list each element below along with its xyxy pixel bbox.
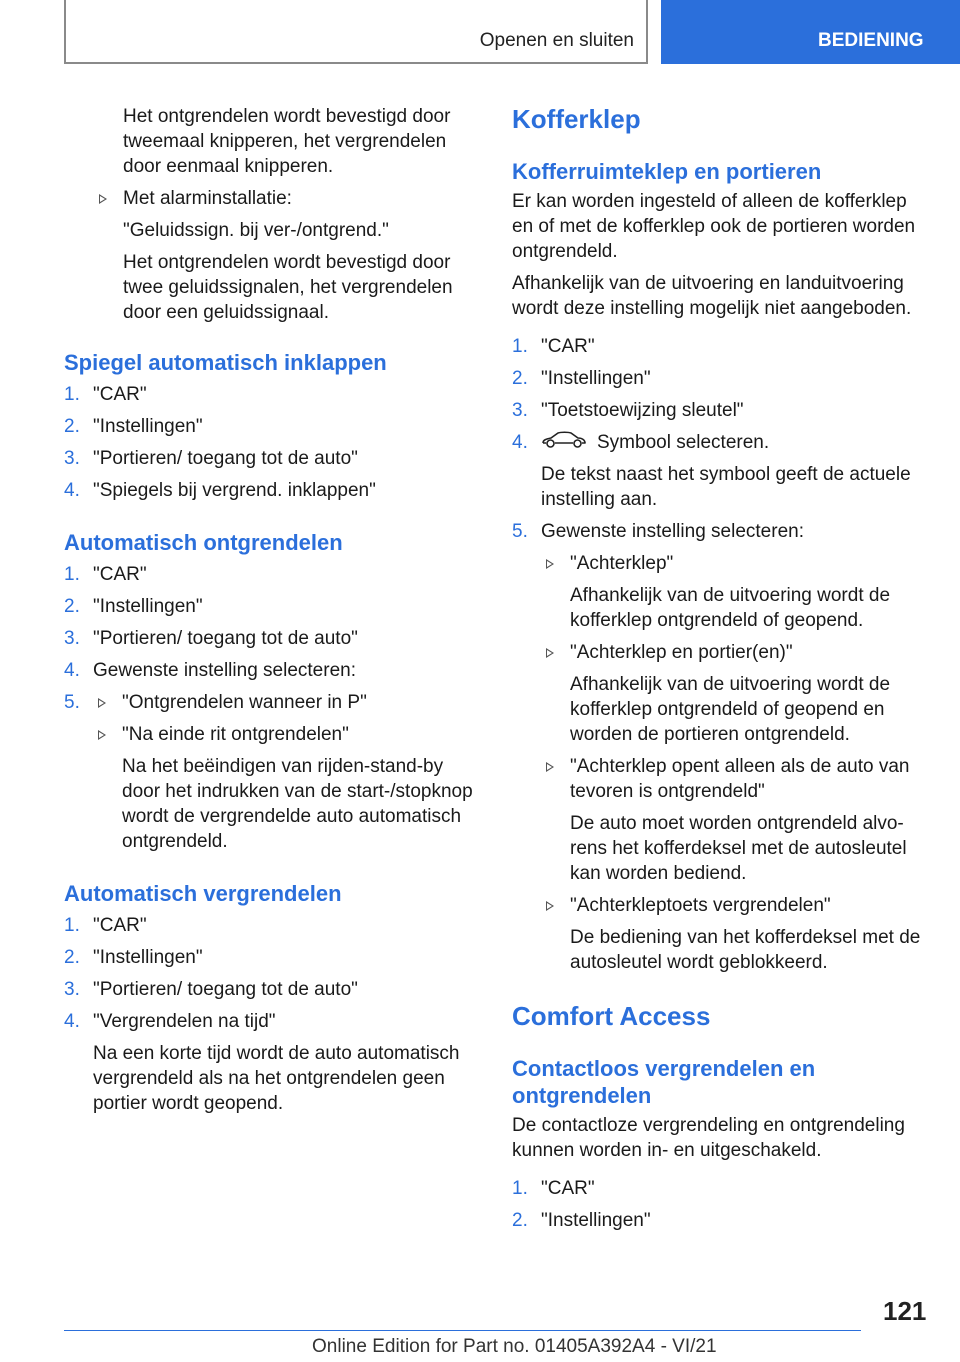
paragraph: Er kan worden ingesteld of alleen de kofferklep en of met de kofferklep ook de portieren worden ontgrendeld. xyxy=(512,191,916,262)
list-item xyxy=(541,754,932,886)
section-heading: Contactloos vergrendelen en ontgrendelen xyxy=(512,1056,816,1109)
step-number: 4. xyxy=(512,432,528,453)
car-icon xyxy=(541,430,587,455)
list-item xyxy=(64,382,484,407)
section-heading: Automatisch ontgrendelen xyxy=(64,530,343,555)
triangle-bullet-icon xyxy=(546,901,554,911)
paragraph: Het ontgrendelen wordt bevestigd door tweemaal knipperen, het vergrendelen door eenmaal knipperen. xyxy=(123,106,451,177)
step-number: 3. xyxy=(64,628,80,649)
list-item-text: "Spiegels bij vergrend. inklappen" xyxy=(93,480,376,501)
numbered-list xyxy=(64,913,484,1116)
list-item-text: "CAR" xyxy=(93,384,147,405)
step-number: 5. xyxy=(512,521,528,543)
list-item-text: "Vergrendelen na tijd" xyxy=(93,1011,276,1032)
list-item-text: "Portieren/ toegang tot de auto" xyxy=(93,448,358,469)
step-number: 2. xyxy=(64,947,80,968)
list-item xyxy=(64,414,484,439)
list-item xyxy=(512,334,932,359)
list-item-text: Met alarminstallatie: xyxy=(123,188,292,209)
list-item-text: "Achterklep en portier(en)" xyxy=(570,642,793,664)
paragraph: Afhankelijk van de uitvoering en landuitvoering wordt deze instelling mogelijk niet aangeboden. xyxy=(512,273,912,319)
paragraph: De auto moet worden ontgrendeld alvo-rens het kofferdeksel met de autosleutel kan worden bediend. xyxy=(570,813,907,885)
section-heading: Automatisch vergrendelen xyxy=(64,881,342,906)
list-item-text: Gewenste instelling selecteren: xyxy=(541,521,804,543)
step-number: 1. xyxy=(64,564,80,585)
list-item xyxy=(64,945,484,970)
list-item xyxy=(64,658,484,683)
bullet-list xyxy=(64,186,484,325)
list-item xyxy=(64,913,484,938)
numbered-list xyxy=(64,562,484,854)
paragraph: Na een korte tijd wordt de auto automatisch vergrendeld als na het ontgrendelen geen portier wordt geopend. xyxy=(93,1043,460,1114)
chapter-tab[interactable] xyxy=(661,0,960,64)
paragraph: Na het beëindigen van rijden-stand-by door het indrukken van de start-/stopknop wordt de vergrendelde auto automatisch ontgrendeld. xyxy=(122,756,473,852)
section-title: Openen en sluiten xyxy=(479,30,634,51)
list-item-text: "CAR" xyxy=(541,336,595,357)
page-header xyxy=(0,0,960,66)
list-item xyxy=(64,1009,484,1116)
step-number: 4. xyxy=(64,1011,80,1032)
step-number: 3. xyxy=(64,448,80,469)
list-item-text: "Instellingen" xyxy=(541,368,651,389)
list-item-text: "Achterklep opent alleen als de auto van tevoren is ontgrendeld" xyxy=(570,756,910,803)
list-item-text: "CAR" xyxy=(541,1178,595,1200)
triangle-bullet-icon xyxy=(546,648,554,658)
list-item-text: "Achterklep" xyxy=(570,553,674,575)
step-number: 1. xyxy=(64,915,80,936)
list-item xyxy=(94,186,484,325)
step-number: 3. xyxy=(64,979,80,1000)
step-number: 1. xyxy=(64,384,80,405)
section-heading: Spiegel automatisch inklappen xyxy=(64,350,387,375)
list-item xyxy=(64,594,484,619)
step-number: 4. xyxy=(64,660,80,681)
paragraph: "Geluidssign. bij ver-/ontgrend." xyxy=(123,220,389,241)
list-item xyxy=(64,562,484,587)
triangle-bullet-icon xyxy=(98,698,106,708)
list-item xyxy=(512,519,932,975)
list-item-text: "Portieren/ toegang tot de auto" xyxy=(93,979,358,1000)
triangle-bullet-icon xyxy=(546,559,554,569)
list-item xyxy=(64,446,484,471)
chapter-heading: Comfort Access xyxy=(512,1001,711,1032)
step-number: 2. xyxy=(64,416,80,437)
paragraph: De tekst naast het symbool geeft de actuele instelling aan. xyxy=(541,464,911,511)
list-item-text: "Instellingen" xyxy=(541,1210,651,1232)
step-number: 1. xyxy=(512,336,528,357)
list-item xyxy=(64,478,484,503)
list-item xyxy=(512,398,932,423)
step-number: 4. xyxy=(64,480,80,501)
list-item-text: "Achterkleptoets vergrendelen" xyxy=(570,895,831,917)
edition-footer: Online Edition for Part no. 01405A392A4 - VI/21 xyxy=(312,1336,717,1357)
list-item-text: "Instellingen" xyxy=(93,596,203,617)
paragraph: Het ontgrendelen wordt bevestigd door twee geluidssignalen, het vergrendelen door een geluidssignaal. xyxy=(123,252,453,323)
list-item xyxy=(64,626,484,651)
list-item-text: "Portieren/ toegang tot de auto" xyxy=(93,628,358,649)
chapter-tab-label: BEDIENING xyxy=(818,30,924,51)
paragraph: De contactloze vergrendeling en ontgrendeling kunnen worden in- en uitgeschakeld. xyxy=(512,1115,905,1162)
triangle-bullet-icon xyxy=(99,194,107,204)
step-number: 3. xyxy=(512,400,528,421)
list-item-text: "CAR" xyxy=(93,915,147,936)
list-item-text: Gewenste instelling selecteren: xyxy=(93,660,356,681)
list-item-text: Symbool selecteren. xyxy=(597,432,770,453)
list-item-text: "Na einde rit ontgrendelen" xyxy=(122,724,349,745)
list-item xyxy=(64,690,484,854)
bullet-list xyxy=(541,551,932,975)
list-item-text: "Instellingen" xyxy=(93,947,203,968)
triangle-bullet-icon xyxy=(546,762,554,772)
list-item-text: "Ontgrendelen wanneer in P" xyxy=(122,692,367,713)
list-item xyxy=(93,722,484,854)
right-column xyxy=(512,104,932,1233)
list-item xyxy=(512,1208,932,1233)
list-item xyxy=(512,1176,932,1201)
page-number: 121 xyxy=(883,1296,927,1326)
list-item xyxy=(512,430,932,512)
step-number: 2. xyxy=(512,1210,528,1232)
step-number: 5. xyxy=(64,692,80,713)
paragraph: De bediening van het kofferdeksel met de autosleutel wordt geblokkeerd. xyxy=(570,927,921,974)
list-item xyxy=(512,366,932,391)
list-item xyxy=(64,977,484,1002)
list-item xyxy=(541,893,932,975)
list-item-text: "CAR" xyxy=(93,564,147,585)
numbered-list xyxy=(512,1176,932,1233)
triangle-bullet-icon xyxy=(98,730,106,740)
list-item xyxy=(541,551,932,633)
list-item xyxy=(93,690,484,715)
paragraph: Afhankelijk van de uitvoering wordt de kofferklep ontgrendeld of geopend. xyxy=(570,585,891,632)
step-number: 1. xyxy=(512,1178,528,1200)
paragraph: Afhankelijk van de uitvoering wordt de kofferklep ontgrendeld of geopend en worden de portieren ontgrendeld. xyxy=(570,674,891,746)
section-heading: Kofferruimteklep en portieren xyxy=(512,159,822,184)
footer-divider xyxy=(64,1330,861,1331)
list-item xyxy=(541,640,932,747)
step-number: 2. xyxy=(64,596,80,617)
list-item-text: "Instellingen" xyxy=(93,416,203,437)
numbered-list xyxy=(64,382,484,503)
numbered-list xyxy=(512,334,932,975)
bullet-list xyxy=(93,690,484,854)
step-number: 2. xyxy=(512,368,528,389)
list-item-text: "Toetstoewijzing sleutel" xyxy=(541,400,744,421)
left-column xyxy=(64,104,484,1116)
chapter-heading: Kofferklep xyxy=(512,104,641,134)
